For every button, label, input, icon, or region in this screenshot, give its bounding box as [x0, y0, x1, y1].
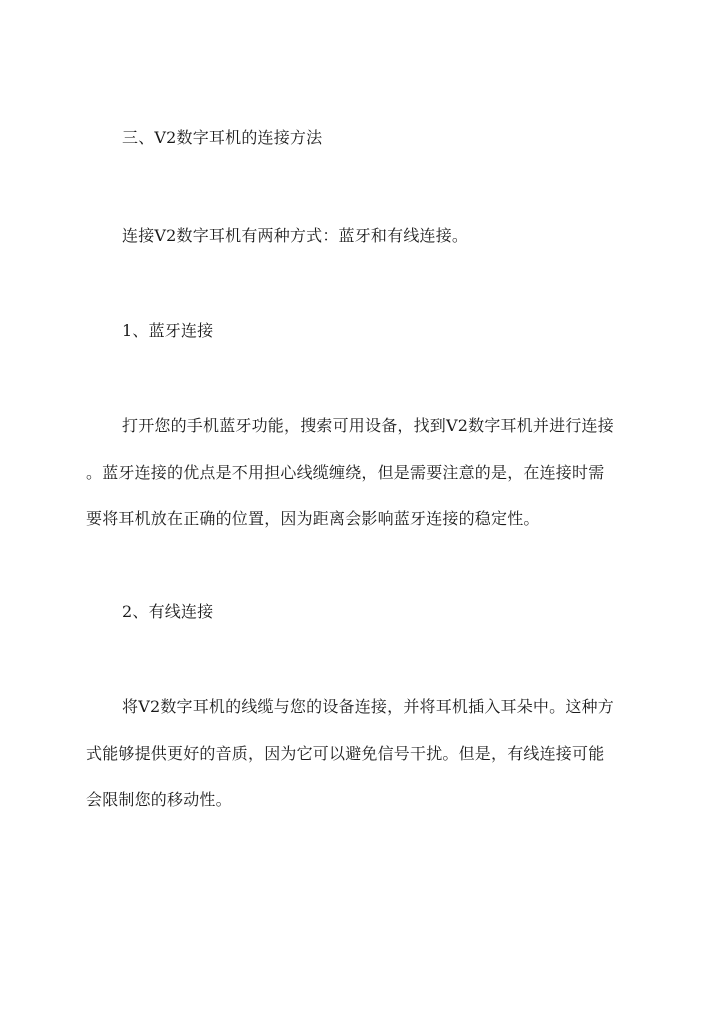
wired-paragraph-line: 式能够提供更好的音质，因为它可以避免信号干扰。但是，有线连接可能: [86, 744, 605, 763]
bluetooth-paragraph-line: 要将耳机放在正确的位置，因为距离会影响蓝牙连接的稳定性。: [86, 509, 540, 528]
wired-paragraph-line: 会限制您的移动性。: [86, 790, 232, 809]
subsection-heading-wired: 2、有线连接: [122, 602, 214, 621]
section-heading: 三、V2数字耳机的连接方法: [122, 128, 323, 147]
wired-paragraph-line: 将V2数字耳机的线缆与您的设备连接，并将耳机插入耳朵中。这种方: [122, 697, 614, 716]
subsection-heading-bluetooth: 1、蓝牙连接: [122, 321, 214, 340]
bluetooth-paragraph-line: 。蓝牙连接的优点是不用担心线缆缠绕，但是需要注意的是，在连接时需: [86, 463, 605, 482]
intro-paragraph: 连接V2数字耳机有两种方式：蓝牙和有线连接。: [122, 226, 469, 245]
bluetooth-paragraph-line: 打开您的手机蓝牙功能，搜索可用设备，找到V2数字耳机并进行连接: [122, 416, 614, 435]
